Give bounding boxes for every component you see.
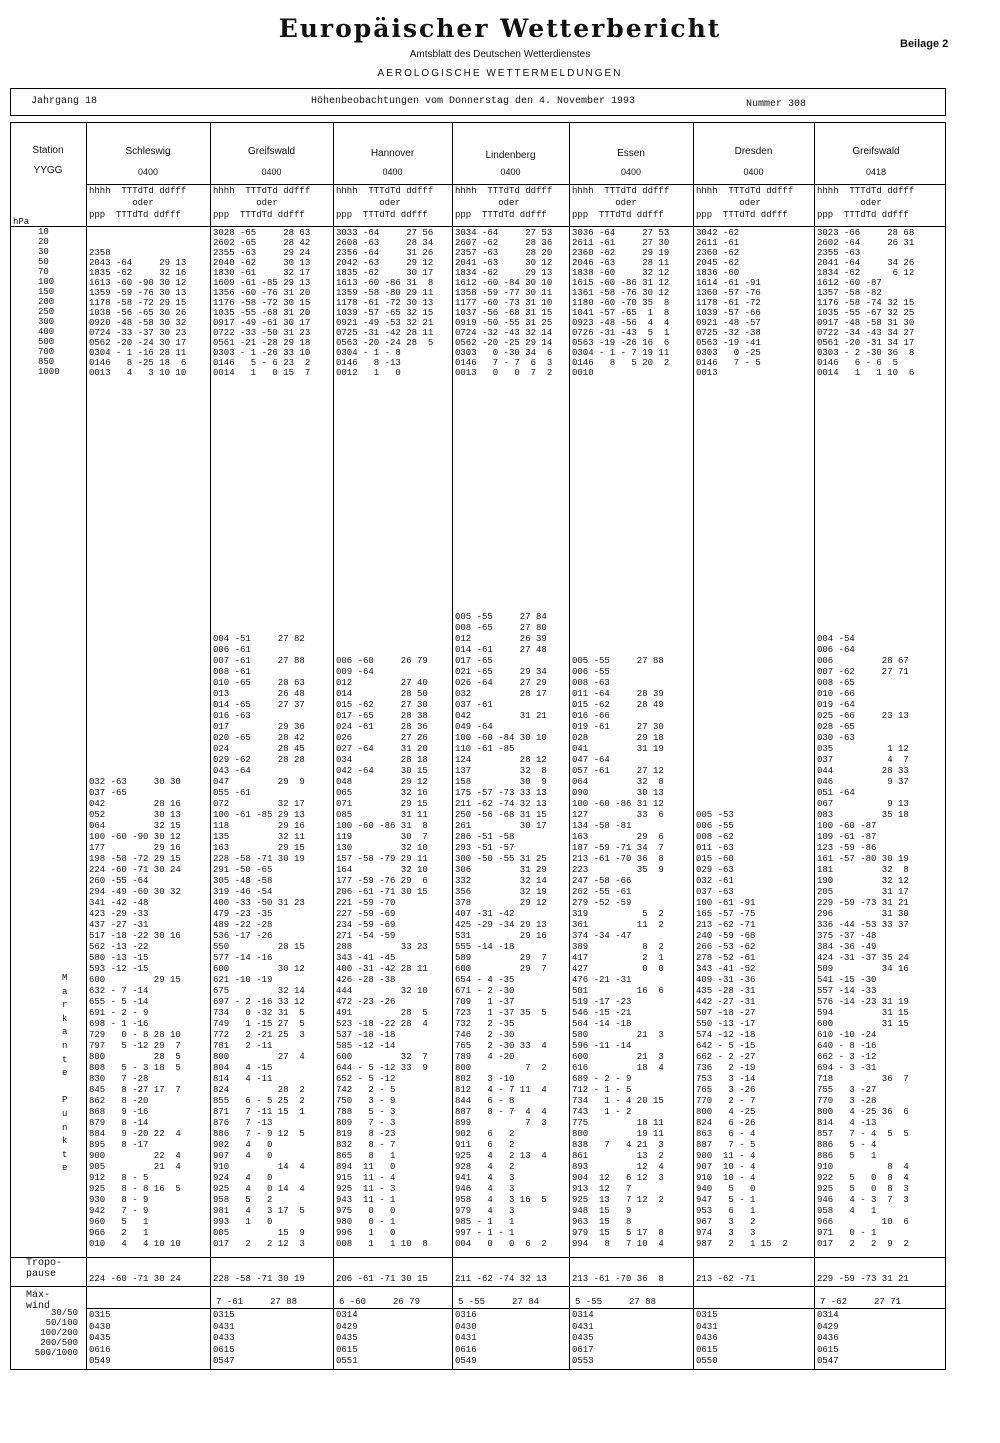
shear-values: 0315 0431 0436 0615 0550 bbox=[696, 1310, 718, 1366]
col-header-line3: ppp TTTdTd ddfff bbox=[572, 210, 664, 220]
standard-levels-block: 3023 -66 28 68 2602 -64 26 31 2355 -63 2041 -64 34 26 1834 -62 6 12 1612 -60 -87 1357 -58 -82 1176 -58 -74 32 15 1035 -55 -67 32 25 0917 -48 -58 31 30 0722 -34 -43 34 27 0561 -20 -31 34 17 0303 - 2 -30 36 8 0146 6 - 6 5 0014 1 1 10 6 bbox=[817, 228, 915, 378]
station-name: Essen bbox=[617, 148, 645, 159]
shear-values: 0314 0429 0436 0615 0547 bbox=[817, 1310, 839, 1366]
col-header-line3: ppp TTTdTd ddfff bbox=[455, 210, 547, 220]
station-name: Greifswald bbox=[852, 146, 900, 157]
marke-punkte-label: M a r k a n t e P u n k t e bbox=[62, 973, 68, 1174]
significant-points-block: 004 -51 27 82 006 -61 007 -61 27 88 008 -61 010 -65 28 63 013 26 48 014 -65 27 37 016 -63 017 29 36 020 -65 28 42 024 28 45 029 -62 28 28 043 -64 047 29 9 055 -61 072 32 17 100 -61 -85 29 13 118 29 16 135 32 11 163 29 15 228 -58 -71 30 19 291 -50 -65 305 -48 -58 319 -46 -54 400 -33 -50 31 23 479 -23 -35 489 -22 -28 536 -17 -26 550 28 15 577 -14 -16 600 30 12 621 -10 -19 675 32 14 697 - 2 -16 33 12 734 0 -32 31 5 749 1 -15 27 5 772 2 -21 25 3 781 2 -11 800 27 4 804 4 -15 814 4 -11 824 28 2 855 6 - 5 25 2 871 7 -11 15 1 876 7 -13 886 7 - 9 12 5 902 4 0 907 4 0 910 14 4 924 4 0 925 4 0 14 4 958 5 2 981 4 3 17 5 993 1 0 005 15 9 017 2 2 12 3 bbox=[213, 634, 305, 1249]
tropopause-value: 213 -62 -71 bbox=[696, 1274, 756, 1284]
tropopause-divider bbox=[10, 1257, 946, 1258]
col-header-line2: oder bbox=[572, 198, 637, 208]
yygg-label: YYGG bbox=[33, 165, 63, 176]
col-header-line3: ppp TTTdTd ddfff bbox=[696, 210, 788, 220]
col-header-line1: hhhh TTTdTd ddfff bbox=[213, 186, 311, 196]
col-header-line1: hhhh TTTdTd ddfff bbox=[455, 186, 553, 196]
standard-levels-block: 3034 -64 27 53 2607 -62 28 36 2357 -63 28 20 2041 -63 30 12 1834 -62 29 13 1612 -60 -84 30 10 1358 -59 -77 30 11 1177 -60 -73 31 10 1037 -56 -68 31 15 0919 -50 -55 31 25 0724 -32 -43 32 14 0562 -20 -25 29 14 0303 0 -30 34 6 0146 7 - 7 6 3 0013 0 0 7 2 bbox=[455, 228, 553, 378]
shear-values: 0315 0430 0435 0616 0549 bbox=[89, 1310, 111, 1366]
station-name: Greifswald bbox=[247, 146, 296, 157]
column-divider bbox=[452, 122, 453, 1370]
station-yygg: 0400 bbox=[500, 167, 521, 177]
col-header-line1: hhhh TTTdTd ddfff bbox=[817, 186, 915, 196]
col-header-line2: oder bbox=[455, 198, 520, 208]
col-header-line2: oder bbox=[696, 198, 761, 208]
col-header-line2: oder bbox=[213, 198, 278, 208]
tropopause-value: 206 -61 -71 30 15 bbox=[336, 1274, 428, 1284]
page-title: Europäischer Wetterbericht bbox=[278, 14, 722, 43]
tropopause-value: 228 -58 -71 30 19 bbox=[213, 1274, 305, 1284]
significant-points-block: 004 -54 006 -64 006 28 67 007 -62 27 71 008 -65 010 -66 019 -64 025 -66 23 13 028 -65 030 -63 035 1 12 037 4 7 044 28 33 046 9 37 051 -64 067 9 13 083 35 18 100 -60 -87 109 -61 -87 123 -59 -86 161 -57 -80 30 19 181 32 8 190 32 12 205 31 17 229 -59 -73 31 21 296 31 30 336 -44 -53 33 37 375 -37 -48 384 -36 -49 424 -31 -37 35 24 509 34 16 541 -15 -30 557 -14 -33 576 -14 -23 31 19 594 31 15 600 31 15 610 -10 -24 640 - 8 -16 662 - 3 -12 694 - 3 -31 718 36 7 755 3 -27 770 3 -28 800 4 -25 36 6 814 4 -13 857 7 - 4 5 5 886 5 - 4 886 5 1 910 8 4 922 5 0 8 4 925 5 0 8 3 946 4 - 3 7 3 958 4 1 966 10 6 971 0 - 1 017 2 2 9 2 bbox=[817, 634, 909, 1249]
header-divider bbox=[86, 184, 946, 185]
col-header-line2: oder bbox=[336, 198, 401, 208]
col-header-line2: oder bbox=[817, 198, 882, 208]
column-divider bbox=[210, 122, 211, 1370]
maxwind-value: 6 -60 26 79 bbox=[339, 1297, 421, 1307]
col-header-line3: ppp TTTdTd ddfff bbox=[213, 210, 305, 220]
col-header-line3: ppp TTTdTd ddfff bbox=[336, 210, 428, 220]
significant-points-block: 006 -60 26 79 009 -64 012 27 40 014 28 50 015 -62 27 30 017 -65 28 38 024 -61 28 36 026 27 26 027 -64 31 20 034 28 18 042 -64 30 15 048 29 12 065 32 16 071 29 15 085 31 11 100 -60 -86 31 8 119 30 7 130 32 10 157 -58 -79 29 11 164 32 10 177 -59 -76 29 6 206 -61 -71 30 15 221 -59 -70 227 -59 -69 234 -59 -69 271 -54 -59 288 33 23 343 -41 -45 400 -31 -42 28 11 426 -28 -38 444 32 10 472 -23 -26 491 28 5 523 -18 -22 28 4 537 -18 -18 585 -12 -14 600 32 7 644 - 5 -12 33 9 652 - 5 -12 742 2 - 5 750 3 - 9 788 5 - 3 809 7 - 3 819 8 -23 832 8 - 7 865 8 1 894 11 0 915 11 - 4 925 11 - 3 943 11 - 1 975 0 0 980 0 - 1 996 1 0 008 1 1 10 8 bbox=[336, 656, 428, 1249]
tropopause-value: 213 -61 -70 36 8 bbox=[572, 1274, 664, 1284]
col-header-line1: hhhh TTTdTd ddfff bbox=[89, 186, 187, 196]
column-divider bbox=[814, 122, 815, 1370]
observation-date: Höhenbeobachtungen vom Donnerstag den 4. November 1993 bbox=[311, 96, 636, 107]
maxwind-value: 5 -55 27 88 bbox=[575, 1297, 657, 1307]
tropopause-value: 211 -62 -74 32 13 bbox=[455, 1274, 547, 1284]
maxwind-value: 5 -55 27 84 bbox=[458, 1297, 540, 1307]
subtitle: Amtsblatt des Deutschen Wetterdienstes bbox=[409, 49, 591, 60]
tropopause-label: Tropo- pause bbox=[26, 1258, 63, 1280]
significant-points-block: 005 -55 27 84 008 -65 27 80 012 26 39 014 -61 27 48 017 -65 021 -65 29 34 026 -64 27 29 032 28 17 037 -61 042 31 21 049 -64 100 -60 -84 30 10 110 -61 -85 124 28 12 137 32 8 158 30 9 175 -57 -73 33 13 211 -62 -74 32 13 250 -56 -68 31 15 261 30 17 286 -51 -58 293 -51 -57 300 -50 -55 31 25 306 31 29 332 32 14 356 32 19 378 29 12 407 -31 -42 425 -29 -34 29 13 531 29 16 555 -14 -18 589 29 7 600 29 7 654 - 4 -35 671 - 2 -30 709 1 -37 723 1 -37 35 5 732 2 -35 746 2 -30 765 2 -30 33 4 789 4 -20 800 7 2 802 3 -10 812 4 - 7 11 4 844 6 - 8 887 8 - 7 4 4 899 7 3 902 6 2 911 6 2 925 4 2 13 4 928 4 2 941 4 3 946 4 3 958 4 3 16 5 979 4 3 985 - 1 1 997 - 1 - 1 004 0 0 6 2 bbox=[455, 612, 547, 1249]
col-header-line1: hhhh TTTdTd ddfff bbox=[696, 186, 794, 196]
maxwind-value: 7 -62 27 71 bbox=[820, 1297, 902, 1307]
shear-levels: 30/50 50/100 100/200 200/500 500/1000 bbox=[34, 1308, 78, 1358]
standard-levels-block: 3036 -64 27 53 2611 -61 27 30 2360 -62 29 19 2046 -63 28 11 1838 -60 32 12 1615 -60 -86 31 12 1361 -58 -76 30 12 1180 -60 -70 35 8 1041 -57 -65 1 8 0923 -48 -56 4 4 0726 -31 -43 5 1 0563 -19 -26 16 6 0304 - 1 - 7 19 11 0146 8 5 20 2 0010 bbox=[572, 228, 670, 378]
station-yygg: 0400 bbox=[137, 167, 159, 177]
station-name: Dresden bbox=[734, 146, 773, 157]
column-divider bbox=[333, 122, 334, 1370]
maxwind-divider bbox=[10, 1286, 946, 1287]
pressure-levels: 10 20 30 50 70 100 150 200 250 300 400 500 700 850 1000 bbox=[38, 227, 60, 377]
shear-values: 0314 0429 0435 0615 0551 bbox=[336, 1310, 358, 1366]
info-bar bbox=[10, 88, 946, 116]
hpa-label: hPa bbox=[13, 217, 30, 227]
significant-points-block: 005 -53 006 -55 008 -62 011 -63 015 -60 029 -63 032 -61 037 -63 100 -61 -91 165 -57 -75 213 -62 -71 240 -59 -68 266 -53 -62 278 -52 -61 343 -41 -52 409 -31 -36 435 -28 -31 442 -27 -31 507 -18 -27 550 -13 -17 574 -12 -18 642 - 5 -15 662 - 2 -27 736 2 -19 753 3 -14 765 3 -26 770 2 - 7 800 4 -25 824 6 -26 863 6 - 4 887 7 - 5 900 11 - 4 907 10 - 4 910 10 - 4 940 5 0 947 5 - 1 953 6 1 967 3 2 974 3 3 987 2 1 15 2 bbox=[696, 810, 788, 1249]
section-title: AEROLOGISCHE WETTERMELDUNGEN bbox=[377, 68, 623, 79]
shear-divider bbox=[86, 1308, 946, 1309]
significant-points-block: 005 -55 27 88 006 -55 008 -63 011 -64 28 39 015 -62 28 49 016 -66 019 -61 27 30 028 29 18 041 31 19 047 -64 057 -61 27 12 064 32 8 090 30 13 100 -60 -86 31 12 127 33 6 134 -58 -81 163 29 6 187 -59 -71 34 7 213 -61 -70 36 8 223 35 9 247 -58 -66 262 -55 -61 279 -52 -59 319 5 2 361 11 2 374 -34 -47 389 8 2 417 2 1 427 0 0 476 -21 -31 501 16 6 519 -17 -23 546 -15 -21 564 -14 -18 580 21 3 596 -11 -14 600 21 3 616 18 4 689 - 2 - 9 712 - 1 - 5 734 1 - 4 20 15 743 1 - 2 775 18 11 800 19 11 838 7 4 21 3 861 13 2 893 12 4 904 12 6 12 3 913 12 7 925 13 7 12 2 948 15 9 963 15 8 979 15 5 17 8 994 8 7 10 4 bbox=[572, 656, 664, 1249]
standard-levels-block: 3042 -62 2611 -61 2360 -62 2045 -62 1836 -60 1614 -61 -91 1360 -57 -76 1178 -61 -72 1039 -57 -66 0921 -48 -57 0725 -32 -38 0563 -19 -41 0303 0 -25 0146 7 - 5 0013 bbox=[696, 228, 761, 378]
col-header-line1: hhhh TTTdTd ddfff bbox=[572, 186, 670, 196]
tropopause-value: 224 -60 -71 30 24 bbox=[89, 1274, 181, 1284]
standard-levels-block: 3033 -64 27 56 2608 -63 28 34 2356 -64 31 26 2042 -63 29 12 1835 -62 30 17 1613 -60 -86 31 8 1359 -58 -80 29 11 1178 -61 -72 30 13 1039 -57 -65 32 15 0921 -49 -53 32 21 0725 -31 -42 28 11 0563 -20 -24 28 5 0304 - 1 - 8 0146 8 -13 0012 1 0 bbox=[336, 228, 434, 378]
station-yygg: 0400 bbox=[382, 167, 403, 177]
shear-values: 0316 0430 0431 0616 0549 bbox=[455, 1310, 477, 1366]
station-yygg: 0400 bbox=[620, 167, 642, 177]
station-yygg: 0418 bbox=[865, 167, 887, 177]
maxwind-label: Max- wind bbox=[26, 1290, 51, 1312]
beilage-label: Beilage 2 bbox=[900, 38, 949, 50]
maxwind-value: 7 -61 27 88 bbox=[216, 1297, 298, 1307]
shear-values: 0315 0431 0433 0615 0547 bbox=[213, 1310, 235, 1366]
standard-levels-block: 2358 2043 -64 29 13 1835 -62 32 16 1613 -60 -90 30 12 1359 -59 -76 30 13 1178 -58 -72 29 15 1038 -56 -65 30 26 0920 -48 -58 30 32 0724 -33 -37 30 23 0562 -20 -24 30 17 0304 - 1 -16 28 11 0146 8 -25 18 6 0013 4 3 10 10 bbox=[89, 248, 187, 378]
col-header-line3: ppp TTTdTd ddfff bbox=[817, 210, 909, 220]
col-header-line1: hhhh TTTdTd ddfff bbox=[336, 186, 434, 196]
station-name: Lindenberg bbox=[485, 150, 536, 161]
data-divider bbox=[10, 226, 946, 227]
col-header-line2: oder bbox=[89, 198, 154, 208]
col-header-line3: ppp TTTdTd ddfff bbox=[89, 210, 181, 220]
column-divider bbox=[569, 122, 570, 1370]
station-name: Schleswig bbox=[125, 146, 171, 157]
tropopause-value: 229 -59 -73 31 21 bbox=[817, 1274, 909, 1284]
jahrgang: Jahrgang 18 bbox=[31, 96, 98, 107]
column-divider bbox=[693, 122, 694, 1370]
station-yygg: 0400 bbox=[261, 167, 282, 177]
standard-levels-block: 3028 -65 28 63 2602 -65 28 42 2355 -63 29 24 2040 -62 30 13 1830 -61 32 17 1609 -61 -85 29 13 1356 -60 -76 31 20 1176 -58 -72 30 15 1035 -55 -68 31 20 0917 -49 -61 30 17 0722 -33 -50 31 23 0561 -21 -28 29 18 0303 - 1 -26 33 10 0146 5 - 6 23 2 0014 1 0 15 7 bbox=[213, 228, 311, 378]
shear-values: 0314 0431 0435 0617 0553 bbox=[572, 1310, 594, 1366]
issue-number: Nummer 308 bbox=[746, 99, 807, 110]
station-yygg: 0400 bbox=[743, 167, 764, 177]
station-name: Hannover bbox=[370, 148, 415, 159]
column-divider bbox=[86, 122, 87, 1370]
significant-points-block: 032 -63 30 30 037 -65 042 28 16 052 30 13 064 32 15 100 -60 -90 30 12 177 29 16 198 -58 -72 29 15 224 -60 -71 30 24 260 -55 -64 294 -49 -60 30 32 341 -42 -48 423 -29 -33 437 -27 -31 517 -18 -22 30 16 562 -13 -22 580 -13 -15 593 -12 -15 600 29 15 632 - 7 -14 655 - 5 -14 691 - 2 - 9 698 - 1 -16 729 0 - 8 28 10 797 5 -12 29 7 800 28 5 808 5 - 3 18 5 830 7 -28 845 8 -27 17 7 862 8 -20 868 9 -16 879 8 -14 884 9 -20 22 4 895 8 -17 900 22 4 905 21 4 912 8 - 5 925 8 - 8 16 5 930 8 - 9 942 7 - 9 960 5 1 966 2 1 010 4 4 10 10 bbox=[89, 777, 181, 1249]
station-label: Station bbox=[32, 145, 64, 156]
